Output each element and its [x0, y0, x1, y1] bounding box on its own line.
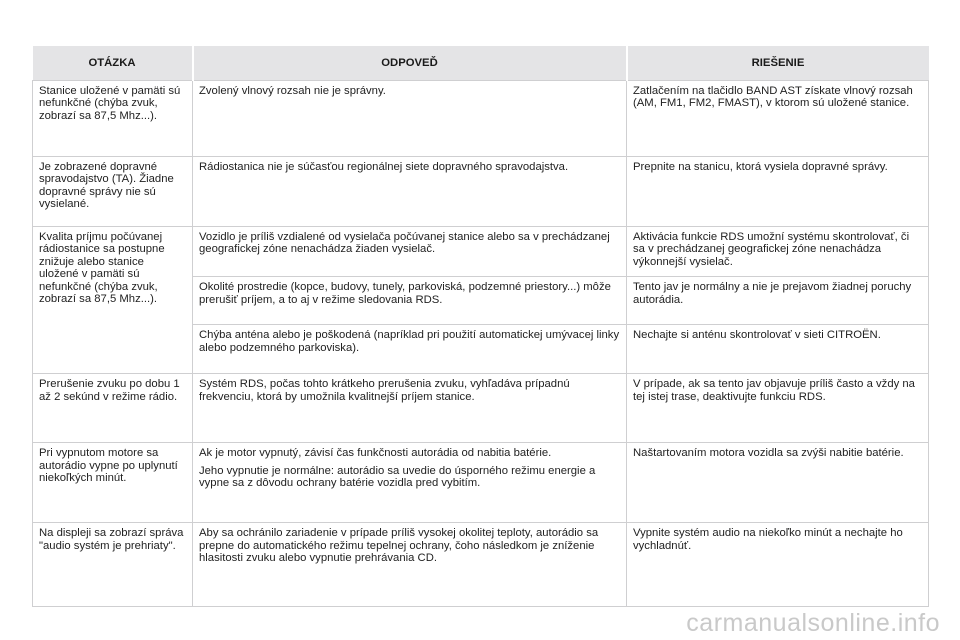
solution-cell: V prípade, ak sa tento jav objavuje príliš často a vždy na tej istej trase, deaktivujte funkciu RDS.: [627, 374, 929, 443]
table-row: [33, 157, 929, 227]
question-cell: Prerušenie zvuku po dobu 1 až 2 sekúnd v režime rádio.: [33, 374, 193, 443]
answer-cell: Zvolený vlnový rozsah nie je správny.: [193, 81, 627, 157]
question-cell: Je zobrazené dopravné spravodajstvo (TA). Žiadne dopravné správy nie sú vysielané.: [33, 157, 193, 227]
table-row: [33, 443, 929, 523]
answer-cell: Vozidlo je príliš vzdialené od vysielača počúvanej stanice alebo sa v prechádzanej geografickej zóne nenachádza žiaden vysielač.: [193, 227, 627, 277]
solution-cell: Zatlačením na tlačidlo BAND AST získate vlnový rozsah (AM, FM1, FM2, FMAST), v ktorom sú uložené stanice.: [627, 81, 929, 157]
table-row: [33, 374, 929, 443]
solution-cell: Tento jav je normálny a nie je prejavom žiadnej poruchy autorádia.: [627, 277, 929, 325]
header-row: [33, 46, 929, 81]
watermark: carmanualsonline.info: [686, 609, 940, 637]
question-cell: Na displeji sa zobrazí správa "audio systém je prehriaty".: [33, 523, 193, 607]
answer-paragraph: Ak je motor vypnutý, závisí čas funkčnosti autorádia od nabitia batérie.: [199, 447, 552, 460]
header-answer: ODPOVEĎ: [193, 46, 627, 81]
solution-cell: Naštartovaním motora vozidla sa zvýši nabitie batérie.: [627, 443, 929, 523]
header-question: OTÁZKA: [33, 46, 193, 81]
question-cell: Pri vypnutom motore sa autorádio vypne po uplynutí niekoľkých minút.: [33, 443, 193, 523]
header-solution: RIEŠENIE: [627, 46, 929, 81]
troubleshooting-table: [32, 46, 929, 607]
table-row: [33, 523, 929, 607]
solution-cell: Nechajte si anténu skontrolovať v sieti CITROËN.: [627, 325, 929, 374]
solution-cell: Prepnite na stanicu, ktorá vysiela dopravné správy.: [627, 157, 929, 227]
answer-cell: Okolité prostredie (kopce, budovy, tunely, parkoviská, podzemné priestory...) môže prerušiť príjem, a to aj v režime sledovania RDS.: [193, 277, 627, 325]
answer-cell: Chýba anténa alebo je poškodená (napríklad pri použití automatickej umývacej linky alebo podzemného parkoviska).: [193, 325, 627, 374]
answer-cell: Aby sa ochránilo zariadenie v prípade príliš vysokej okolitej teploty, autorádio sa prepne do automatického režimu tepelnej ochrany, čoho následkom je zníženie hlasitosti zvuku alebo vypnutie prehrávania CD.: [193, 523, 627, 607]
solution-cell: Vypnite systém audio na niekoľko minút a nechajte ho vychladnúť.: [627, 523, 929, 607]
table-row: [33, 81, 929, 157]
question-cell: Kvalita príjmu počúvanej rádiostanice sa postupne znižuje alebo stanice uložené v pamäti sú nefunkčné (chýba zvuk, zobrazí sa 87,5 Mhz...).: [33, 227, 193, 374]
solution-cell: Aktivácia funkcie RDS umožní systému skontrolovať, či sa v prechádzanej geografickej zóne nenachádza výkonnejší vysielač.: [627, 227, 929, 277]
answer-cell: Systém RDS, počas tohto krátkeho prerušenia zvuku, vyhľadáva prípadnú frekvenciu, ktorá by umožnila kvalitnejší príjem stanice.: [193, 374, 627, 443]
answer-cell: Rádiostanica nie je súčasťou regionálnej siete dopravného spravodajstva.: [193, 157, 627, 227]
answer-cell: [193, 443, 627, 523]
answer-paragraph: Jeho vypnutie je normálne: autorádio sa uvedie do úsporného režimu energie a vypne sa z dôvodu ochrany batérie vozidla pred vybitím.: [199, 464, 596, 490]
question-cell: Stanice uložené v pamäti sú nefunkčné (chýba zvuk, zobrazí sa 87,5 Mhz...).: [33, 81, 193, 157]
table-row: [33, 227, 929, 277]
